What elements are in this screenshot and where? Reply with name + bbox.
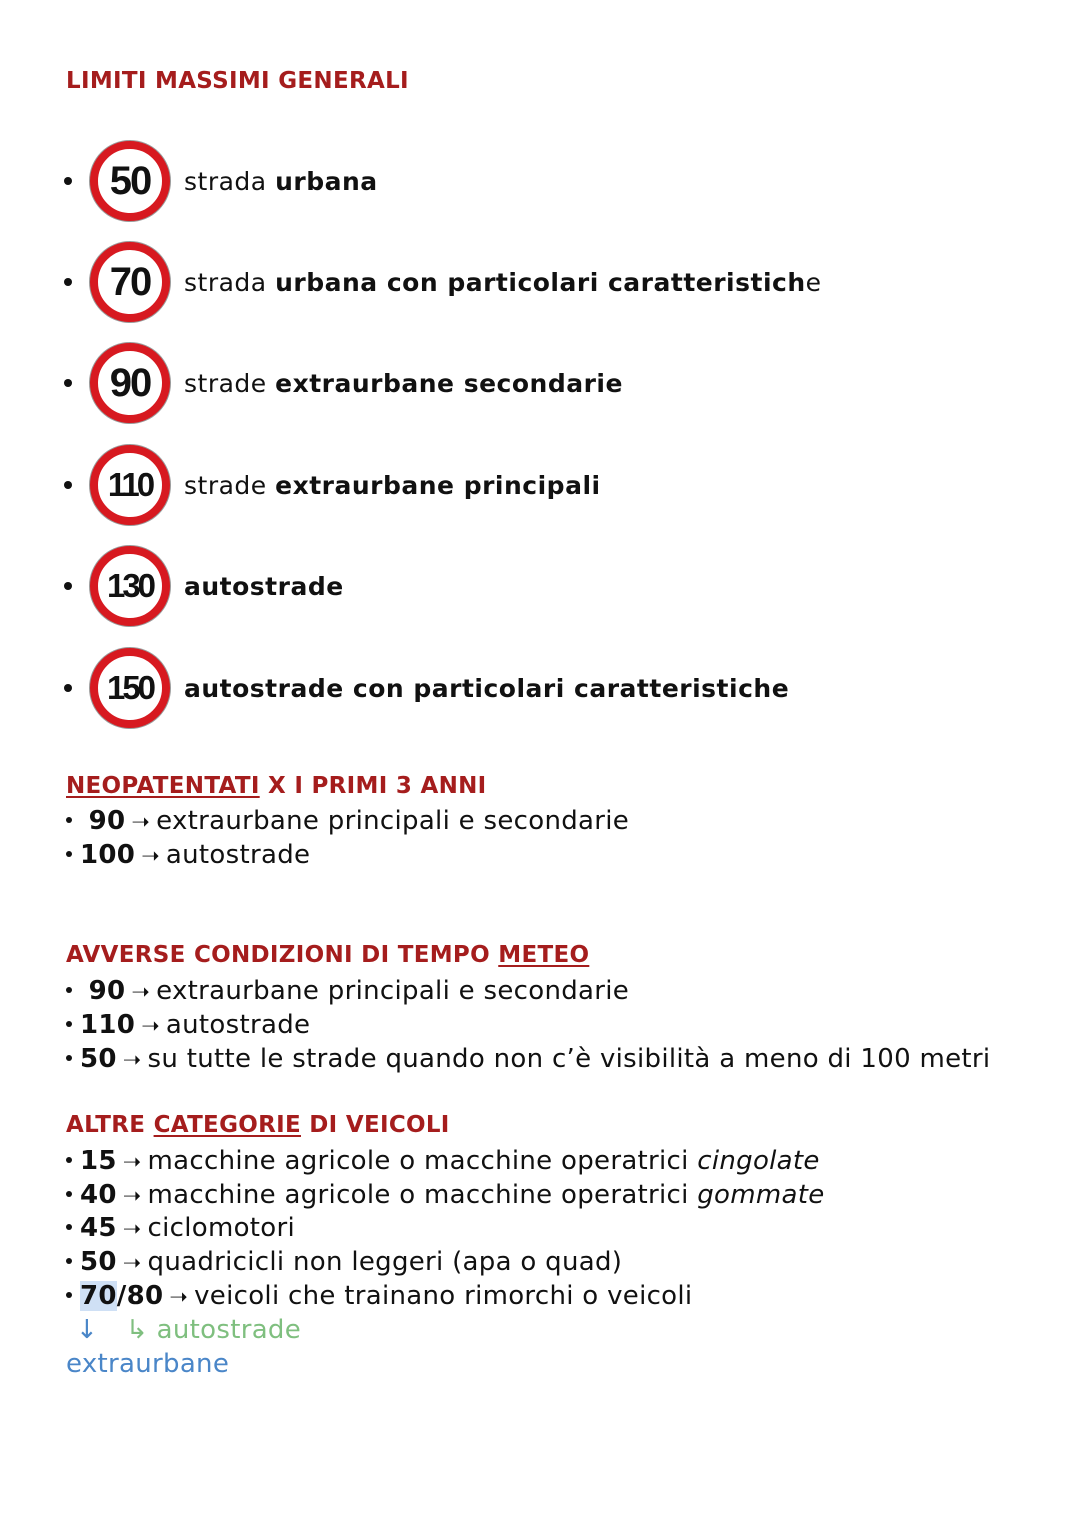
speed-limit-sign-icon: 150 xyxy=(90,648,170,728)
bullet-icon xyxy=(66,851,72,857)
arrow-icon: ➝ xyxy=(122,1184,142,1209)
speed-limit-row xyxy=(60,545,344,627)
bullet-icon xyxy=(66,1055,72,1061)
list-item: 70/80 ➝ veicoli che trainano rimorchi o veicoli xyxy=(66,1281,692,1311)
list-item: 90 ➝ extraurbane principali e secondarie xyxy=(66,976,629,1006)
speed-limit-description: strada urbana con particolari caratteristiche xyxy=(184,267,822,297)
speed-limit-row xyxy=(60,140,378,222)
arrow-icon: ➝ xyxy=(141,1014,160,1039)
speed-limit-sign-icon: 130 xyxy=(90,546,170,626)
arrow-icon: ➝ xyxy=(131,810,151,835)
arrow-icon: ➝ xyxy=(122,1251,142,1276)
speed-limit-sign-icon: 70 xyxy=(90,242,170,322)
section-title-altre-categorie: ALTRE CATEGORIE DI VEICOLI xyxy=(66,1112,450,1138)
speed-limit-sign-icon: 50 xyxy=(90,141,170,221)
bullet-icon xyxy=(66,987,72,993)
list-item: 90 ➝ extraurbane principali e secondarie xyxy=(66,806,629,836)
arrow-icon: ➝ xyxy=(122,1150,142,1175)
speed-limit-row xyxy=(60,241,822,323)
section-title-neopatentati: NEOPATENTATI X I PRIMI 3 ANNI xyxy=(66,773,487,799)
section-title-meteo: AVVERSE CONDIZIONI DI TEMPO METEO xyxy=(66,942,590,968)
bullet-icon xyxy=(64,582,72,590)
speed-limit-description: autostrade xyxy=(184,571,344,601)
bullet-icon xyxy=(66,1191,72,1197)
speed-limit-description: autostrade con particolari caratteristiche xyxy=(184,673,790,703)
bullet-icon xyxy=(66,1157,72,1163)
list-item: 45 ➝ ciclomotori xyxy=(66,1213,295,1243)
bullet-icon xyxy=(66,1258,72,1264)
down-arrow-icon: ↓ xyxy=(76,1315,99,1345)
bullet-icon xyxy=(66,1292,72,1298)
page-title: LIMITI MASSIMI GENERALI xyxy=(66,68,409,94)
speed-limit-sign-icon: 110 xyxy=(90,445,170,525)
bullet-icon xyxy=(64,379,72,387)
bullet-icon xyxy=(64,481,72,489)
list-item: 100 ➝ autostrade xyxy=(66,840,310,870)
speed-limit-row xyxy=(60,444,601,526)
arrow-icon: ➝ xyxy=(122,1217,142,1242)
arrow-icon: ➝ xyxy=(169,1285,189,1310)
list-item: 110 ➝ autostrade xyxy=(66,1010,310,1040)
arrow-icon: ➝ xyxy=(131,980,151,1005)
speed-limit-description: strada urbana xyxy=(184,166,378,196)
list-item: 15 ➝ macchine agricole o macchine operatrici cingolate xyxy=(66,1146,820,1176)
speed-limit-row xyxy=(60,342,623,424)
bullet-icon xyxy=(66,817,72,823)
speed-limit-sign-icon: 90 xyxy=(90,343,170,423)
arrow-icon: ➝ xyxy=(122,1048,142,1073)
bullet-icon xyxy=(64,684,72,692)
speed-limit-row xyxy=(60,647,789,729)
bullet-icon xyxy=(64,177,72,185)
bullet-icon xyxy=(64,278,72,286)
note-autostrade: ↳ autostrade xyxy=(126,1315,302,1345)
list-item: 50 ➝ quadricicli non leggeri (apa o quad) xyxy=(66,1247,622,1277)
arrow-icon: ➝ xyxy=(141,844,160,869)
bullet-icon xyxy=(66,1224,72,1230)
note-extraurbane: extraurbane xyxy=(66,1349,230,1379)
bullet-icon xyxy=(66,1021,72,1027)
list-item: 40 ➝ macchine agricole o macchine operatrici gommate xyxy=(66,1180,825,1210)
speed-limit-description: strade extraurbane principali xyxy=(184,470,601,500)
list-item: 50 ➝ su tutte le strade quando non c’è visibilità a meno di 100 metri xyxy=(66,1044,990,1074)
speed-limit-description: strade extraurbane secondarie xyxy=(184,368,623,398)
